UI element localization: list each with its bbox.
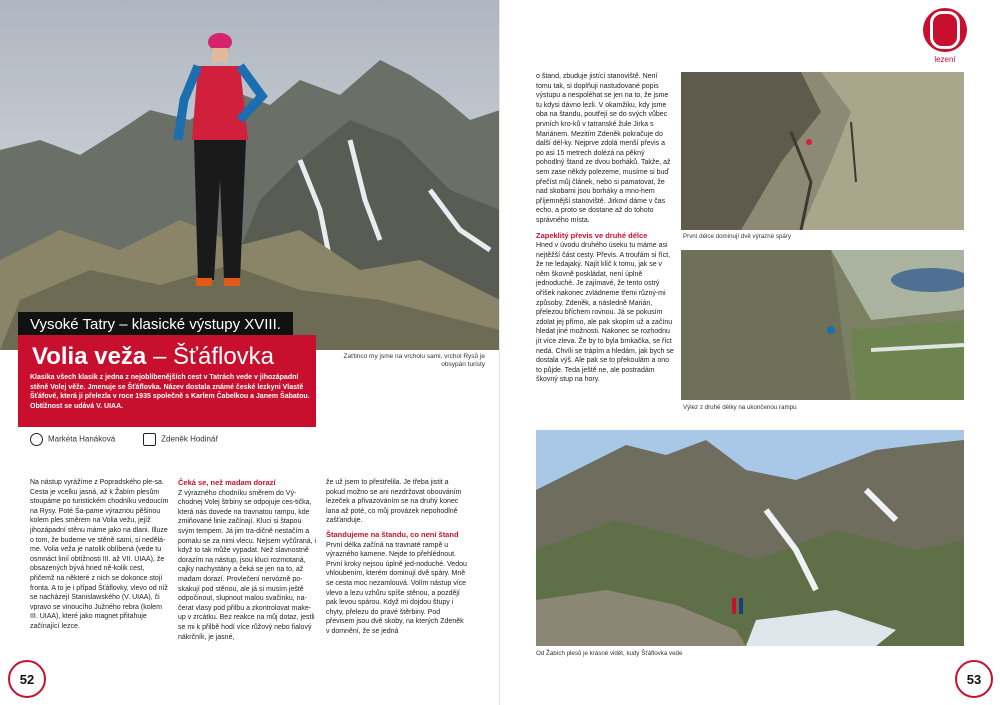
title-bold: Volia veža [32, 343, 147, 370]
photo-valley-caption: Od Žabích plesů je krásně vidět, kudy Šťáflovka vede [536, 650, 683, 657]
right-page [500, 0, 1000, 705]
section-label: lezení [934, 55, 956, 64]
right-column-1-text: Hned v úvodu druhého úseku tu máme asi nejtěžší část cesty. Převis. A troufám si říct, že ne ledajaký. Najít klíč k tomu, jak se v něm škovně poskládat, není úplně jednoduché. Je zajímavé, že tento ostrý oříšek nakonec zvládneme třemi různý-mi způsoby. Zdeněk, a následně Marián, přelezou bříchem rovnou. Já se pokusím zdolat jej přímo, ale pak skopím už a začínu hledat jiné možnosti. Nakonec se rozhodnu jít více zleva. Že by to byla brnkačka, se říct nedá. Chvíli se trápím a hledám, jak bych se dostala výš. Ale pak se to překoulám a ono to půjde. Teda ještě ne, ale postradám škovný stup na hory. [536, 242, 674, 384]
column-1 [30, 478, 170, 632]
article-title [32, 343, 274, 371]
right-column-1-intro: o štand, zbuduje jistící stanoviště. Není tomu tak, si doplňuji nastudované popis výstupu a nespoléhat se jen na to, že jsme tu kdysi dávno lezli. V okamžiku, kdy jsme oba na štandu, poutřejí se do svých vůbec prvních kro-ků v tatranské žule Jirka s Mariánem. Mezitím Zdeněk pokračuje do další dél-ky. Nejprve zdolá menší převis a po asi 15 metrech dolézá na pěkný pohodlný štand ze dvou borháků. Takže, až sem zase někdy polezeme, musíme si buď přečíst můj článek, nebo si pamatovat, že nad skobami jsou borháky a mno-hem příjemnější stanoviště. Jirkovi dáme v čas echo, a proto se dostane až do tohoto správného místa. [536, 73, 671, 224]
photo-second-pitch-caption: Výlez z druhé délky na ukončenou rampu [683, 404, 797, 411]
authors [30, 433, 218, 446]
photo-first-pitch [681, 72, 964, 230]
page-number-right: 53 [955, 660, 993, 698]
photographer-name: Zdeněk Hodinář [161, 434, 219, 444]
column-3-heading: Štandujeme na štandu, co není štand [326, 529, 459, 539]
camera-icon [143, 433, 156, 446]
column-2-text: Z výrazného chodníku směrem do Vý-chodnej Volej štrbiny se odpojuje ces-tička, která nás dovede na travnatou rampu, kde zmiňované linie začínají. Kluci si štapou svým tempem. Já jim tra-dičně nestačím a pomalu se za nimi vlecu. Nejsem vyčůraná, i když to tak může vypadat. Než slavnostně dorazím na nástup, jsou kluci rozmotaná, cajky nachystány a čeká se jen na to, až madam dorazí. Provlečení nervózně po-skakují pod stěnou, ale já si musím ještě odpočinout, slupnout malou svačinku, na-čerat vlasy pod přilbu a zkontrolovat make-up v zrcátku. Bez reakce na můj dotaz, jestli se mi k přilbě hodí více růžový nebo fialový nákrčník, je jasné, [178, 489, 317, 641]
carabiner-icon [930, 11, 960, 49]
column-3-intro: že už jsem to přestřelila. Je třeba jistit a pokud možno se ani nezdržovat obouváním lezeček a přivazováním se na druhý konec lana až poté, co můj provázek nepohodlně zašťanduje. [326, 479, 462, 525]
title-thin: – Šťáflovka [146, 343, 275, 370]
photo-second-pitch [681, 250, 964, 400]
pen-icon [30, 433, 43, 446]
column-2-heading: Čeká se, než madam dorazí [178, 478, 276, 487]
photo-first-pitch-caption: První délce dominují dvě výrazné spáry [683, 233, 791, 240]
lede-paragraph: Klasika všech klasik z jedna z nejoblíbenějších cest v Tatrách vede v jihozápadní stěně Volej věže. Jmenuje se Šťáflovka. Název dostala známé české lezkyni Vlastě Šťáfové, která ji přelezla v roce 1935 společně s Karlem Čabelkou a Janem Šabatou. Obtížnost se udává V. UIAA. [30, 374, 310, 410]
author-text [30, 433, 115, 446]
photo-valley-illustration [536, 430, 964, 646]
climbing-logo-icon [923, 8, 967, 52]
right-column-1-heading: Zapeklitý převis ve druhé délce [536, 230, 648, 240]
column-3 [326, 478, 468, 637]
photo-second-pitch-illustration [681, 250, 964, 400]
hero-photo-illustration [0, 0, 500, 350]
author-name: Markéta Hanáková [48, 434, 116, 444]
hero-caption: Zaťtinco my jsme na vrcholu sami, vrchol Rysů je obsypán turisty [343, 353, 485, 368]
photographer [143, 433, 218, 446]
photo-first-pitch-illustration [681, 72, 964, 230]
series-label: Vysoké Tatry – klasické výstupy XVIII. [18, 312, 293, 337]
hero-photo [0, 0, 500, 350]
page-number-left: 52 [8, 660, 46, 698]
column-2 [178, 478, 318, 642]
photo-valley [536, 430, 964, 646]
right-column-1 [536, 72, 674, 385]
column-1-text: Na nástup vyrážíme z Popradského ple-sa. Cesta je vcelku jasná, až k Žabím plesům stoupáme po turistickém chodníku vedoucím na Rysy. Poté Ša-pame výraznou pěšinou kolem ples směrem na Volia vežu, jejíž jihozápadní stěnu máme jako na dlani. Illuze o tom, že budeme ve stěně sami, si nedělá-me. Volia veža je natolik oblíbená (vede tu osmnáct linií obtížnosti III. až VII. UIAA), že obsazených bývá hned ně-kolik cest, přičemž na některé z nich se dokonce stojí fronta. A to je i případ Šťáflovky, vlevo od níž se nacházejí Stanislawského (V. UIAA), či vpravo se vinoucího Južného rebra (kolem III. UIAA), které jako magnet přitahuje začínající lezce. [30, 479, 169, 630]
column-3-text: První délka začíná na travnaté rampě u výrazného kamene. Nejde to přehlédnout. První kroky nejsou úplně jed-noduché. Vedou vhloubením, kterém dominují dvě spáry. Mně se cesta moc nezamlouvá. Volím nástup více vlevo a lezu vzhůru spíše stěnou, a pozdějí pak levou spárou. Když mi dojdou štupy i chyty, přelezu do pravé štěrbiny. Pod převisem jsou dvě skoby, na kterých Zdeněk v domnění, že se jedná [326, 541, 467, 635]
